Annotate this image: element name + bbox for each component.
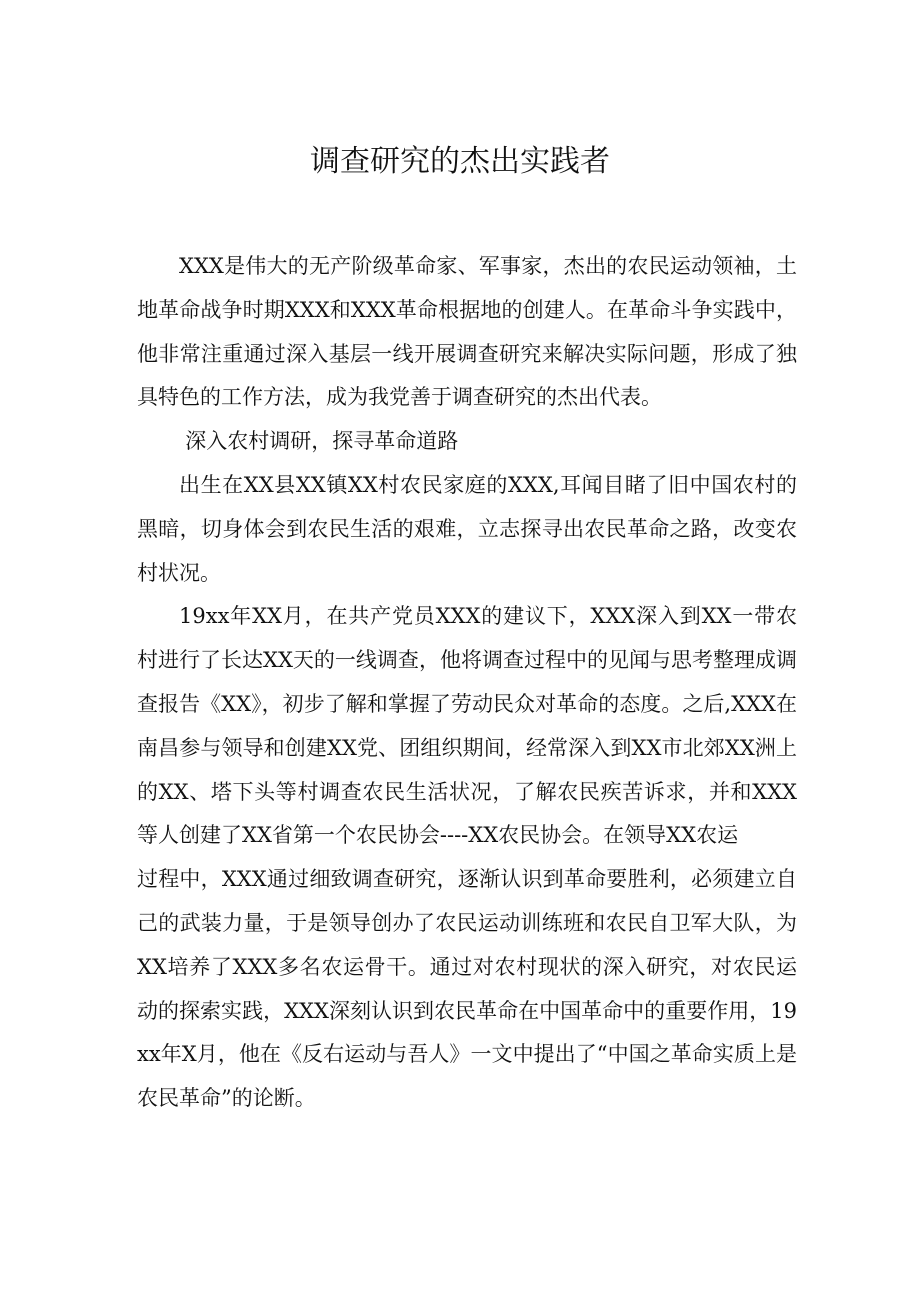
- document-title: 调查研究的杰出实践者: [310, 144, 610, 179]
- continued-paragraph: 过程中，XXX通过细致调查研究，逐渐认识到革命要胜利，必须建立自己的武装力量，于是领导创办了农民运动训练班和农民自卫军大队，为XX培养了XXX多名农运骨干。通过对农村现状的深入研究，对农民运动的探索实践，XXX深刻认识到农民革命在中国革命中的重要作用，19xx年X月，他在《反右运动与吾人》一文中提出了“中国之革命实质上是农民革命”的论断。: [137, 867, 797, 1111]
- birth-paragraph: 出生在XX县XX镇XX村农民家庭的XXX,耳闻目睹了旧中国农村的黑暗，切身体会到农民生活的艰难，立志探寻出农民革命之路，改变农村状况。: [137, 472, 797, 585]
- intro-paragraph: XXX是伟大的无产阶级革命家、军事家，杰出的农民运动领袖，土地革命战争时期XXX和XXX革命根据地的创建人。在革命斗争实践中，他非常注重通过深入基层一线开展调查研究来解决实际问题，形成了独具特色的工作方法，成为我党善于调查研究的杰出代表。: [137, 254, 797, 410]
- section-heading: 深入农村调研，探寻革命道路: [185, 429, 459, 454]
- investigation-paragraph: 19xx年XX月，在共产党员XXX的建议下，XXX深入到XX一带农村进行了长达XX天的一线调查，他将调查过程中的见闻与思考整理成调查报告《XX》，初步了解和掌握了劳动民众对革命的态度。之后,XXX在南昌参与领导和创建XX党、团组织期间，经常深入到XX市北郊XX洲上的XX、塔下头等村调查农民生活状况，了解农民疾苦诉求，并和XXX等人创建了XX省第一个农民协会----XX农民协会。在领导XX农运: [137, 604, 797, 848]
- document-body: [137, 245, 797, 1121]
